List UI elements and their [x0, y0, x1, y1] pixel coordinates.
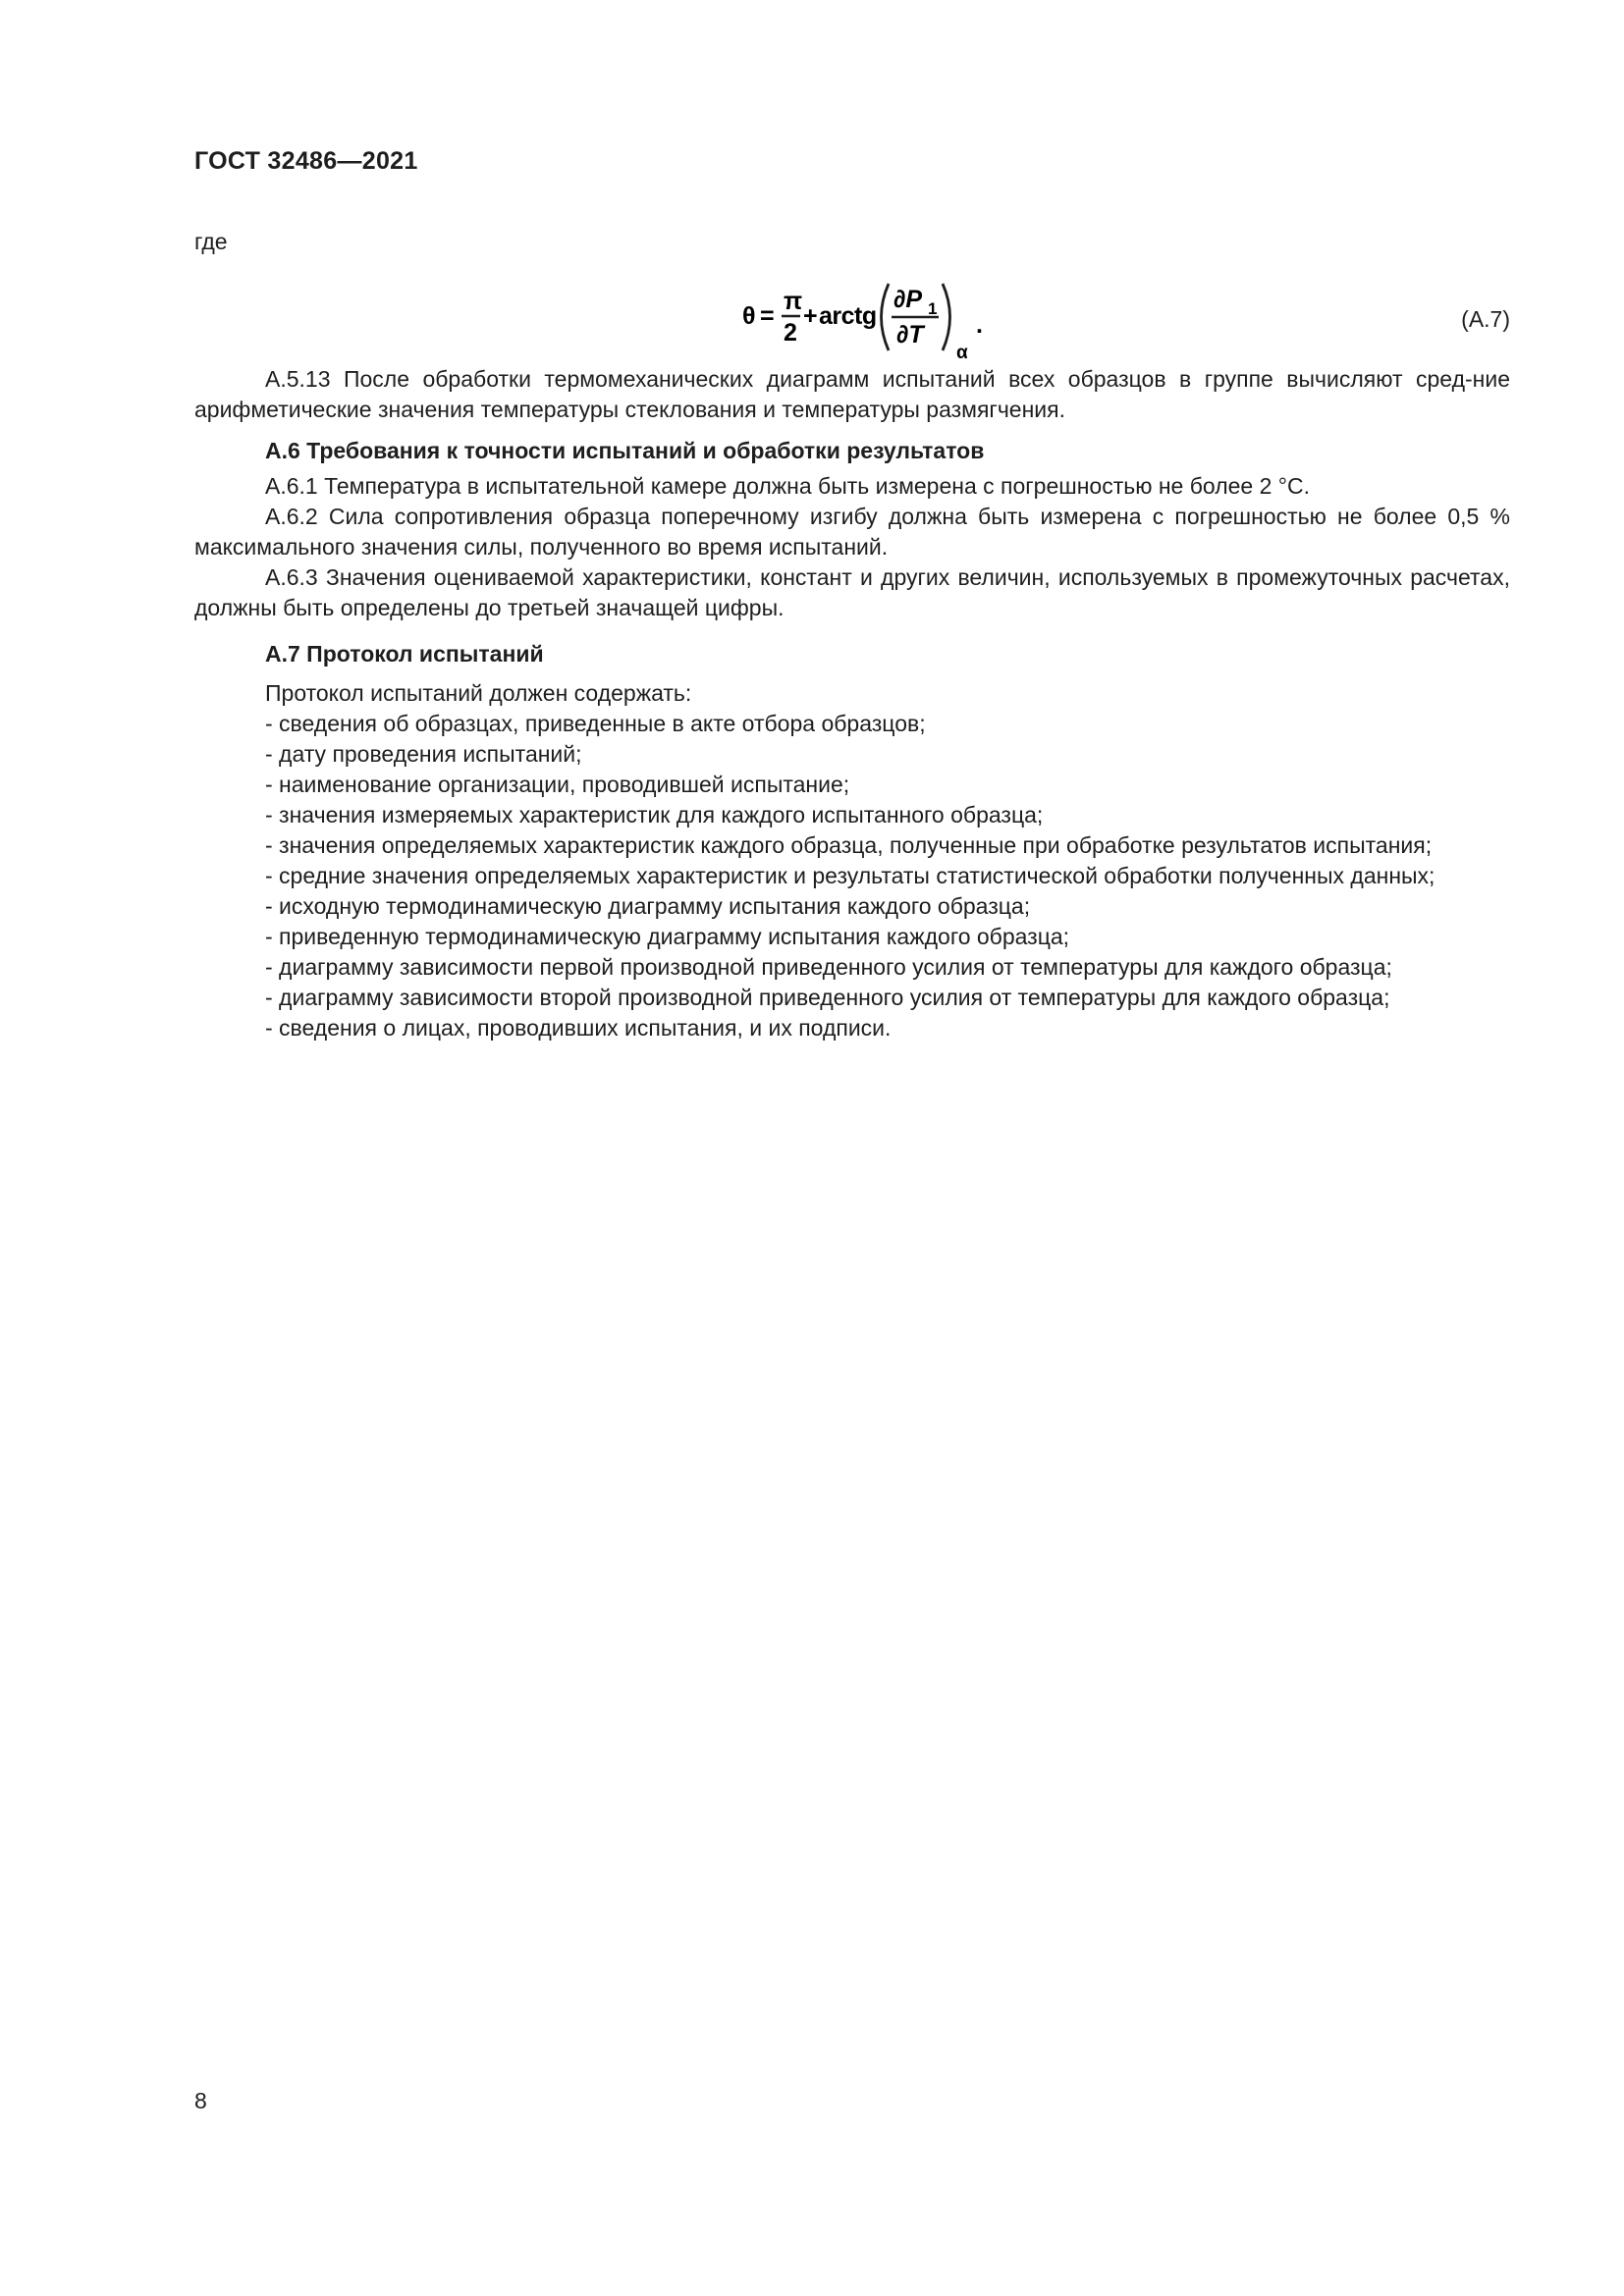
- section-a7-block: [194, 639, 1510, 1043]
- list-item: - приведенную термодинамическую диаграмму испытания каждого образца;: [265, 924, 1070, 949]
- list-item: - дату проведения испытаний;: [265, 741, 582, 767]
- formula-pi: π: [784, 288, 803, 315]
- a7-intro: Протокол испытаний должен содержать:: [265, 680, 692, 706]
- formula-equals: =: [760, 302, 775, 330]
- formula-right-paren: [943, 284, 950, 350]
- formula-dp: ∂P: [893, 286, 923, 313]
- section-a6-block: [194, 436, 1510, 623]
- formula-left-paren: [882, 284, 890, 350]
- list-item: - средние значения определяемых характеристик и результаты статистической обработки полученных данных;: [265, 863, 1435, 888]
- paragraph-a6-1: А.6.1 Температура в испытательной камере должна быть измерена с погрешностью не более 2 °С.: [265, 473, 1310, 499]
- document-header: ГОСТ 32486—2021: [194, 147, 418, 175]
- formula-two: 2: [784, 319, 797, 347]
- where-label: где: [194, 229, 228, 254]
- formula-theta: θ: [742, 302, 756, 330]
- formula-dt: ∂T: [896, 321, 924, 348]
- paragraph-a5-13: А.5.13 После обработки термомеханических диаграмм испытаний всех образцов в группе вычисляют сред-ние арифметические значения температуры стеклования и температуры размягчения.: [194, 366, 1510, 422]
- list-item: - диаграмму зависимости первой производной приведенного усилия от температуры для каждого образца;: [265, 954, 1392, 980]
- equation-number: (А.7): [1461, 306, 1510, 332]
- page-number: 8: [194, 2088, 207, 2113]
- paragraph-a6-2: А.6.2 Сила сопротивления образца поперечному изгибу должна быть измерена с погрешностью не более 0,5 % максимального значения силы, полученного во время испытаний.: [194, 504, 1510, 560]
- list-item: - исходную термодинамическую диаграмму испытания каждого образца;: [265, 893, 1031, 919]
- list-item: - значения определяемых характеристик каждого образца, полученные при обработке результатов испытания;: [265, 832, 1433, 858]
- formula-arctg: arctg: [819, 302, 877, 330]
- formula-period: .: [976, 311, 983, 339]
- formula-plus: +: [803, 302, 818, 330]
- list-item: - диаграмму зависимости второй производной приведенного усилия от температуры для каждого образца;: [265, 985, 1390, 1010]
- heading-a6: А.6 Требования к точности испытаний и обработки результатов: [265, 438, 985, 463]
- paragraph-a6-3: А.6.3 Значения оцениваемой характеристики, констант и других величин, используемых в промежуточных расчетах, должны быть определены до третьей значащей цифры.: [194, 564, 1510, 620]
- heading-a7: А.7 Протокол испытаний: [265, 641, 544, 667]
- formula-graphic: [736, 278, 992, 366]
- list-item: - значения измеряемых характеристик для каждого испытанного образца;: [265, 802, 1044, 828]
- list-item: - сведения о лицах, проводивших испытания, и их подписи.: [265, 1015, 892, 1041]
- list-item: - сведения об образцах, приведенные в акте отбора образцов;: [265, 711, 926, 736]
- formula-alpha-subscript: α: [956, 343, 968, 363]
- formula-p-subscript: 1: [928, 299, 938, 318]
- section-a5-block: [194, 364, 1510, 425]
- formula-a7: [736, 278, 992, 366]
- list-item: - наименование организации, проводившей испытание;: [265, 772, 850, 797]
